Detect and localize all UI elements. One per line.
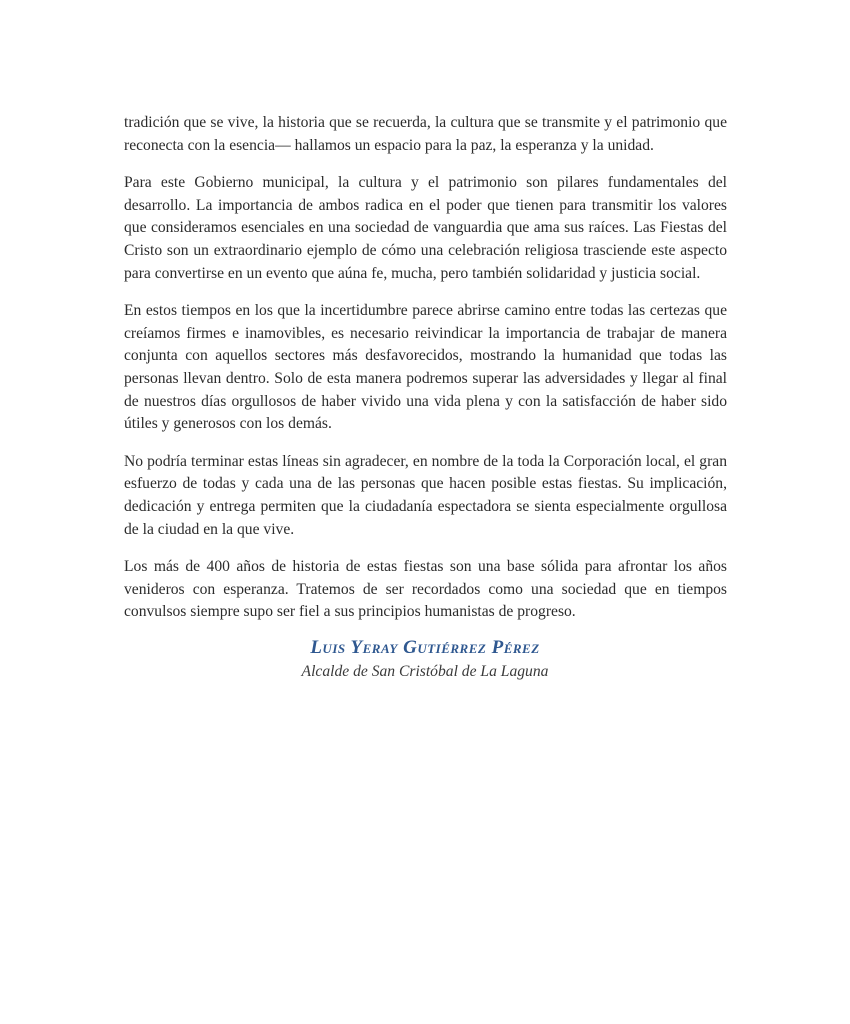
paragraph-3: En estos tiempos en los que la incertidumbre parece abrirse camino entre todas las certezas que creíamos firmes e inamovibles, es necesario reivindicar la importancia de trabajar de manera conjunta con aquellos sectores más desfavorecidos, mostrando la humanidad que todas las personas llevan dentro. Solo de esta manera podremos superar las adversidades y llegar al final de nuestros días orgullosos de haber vivido una vida plena y con la satisfacción de haber sido útiles y generosos con los demás. — [124, 302, 727, 433]
signatory-name: Luis Yeray Gutiérrez Pérez — [310, 637, 540, 658]
paragraph-2: Para este Gobierno municipal, la cultura y el patrimonio son pilares fundamentales del desarrollo. La importancia de ambos radica en el poder que tienen para transmitir los valores que consideramos esenciales en una sociedad de vanguardia que ama sus raíces. Las Fiestas del Cristo son un extraordinario ejemplo de cómo una celebración religiosa trasciende este aspecto para convertirse en un evento que aúna fe, mucha, pero también solidaridad y justicia social. — [124, 174, 727, 282]
paragraph-1: tradición que se vive, la historia que se recuerda, la cultura que se transmite y el patrimonio que reconecta con la esencia— hallamos un espacio para la paz, la esperanza y la unidad. — [124, 114, 727, 154]
signatory-title: Alcalde de San Cristóbal de La Laguna — [301, 663, 549, 680]
letter-body — [124, 112, 727, 639]
paragraph-5: Los más de 400 años de historia de estas fiestas son una base sólida para afrontar los años venideros con esperanza. Tratemos de ser recordados como una sociedad que en tiempos convulsos siempre supo ser fiel a sus principios humanistas de progreso. — [124, 558, 727, 621]
paragraph-4: No podría terminar estas líneas sin agradecer, en nombre de la toda la Corporación local, el gran esfuerzo de todas y cada una de las personas que hacen posible estas fiestas. Su implicación, dedicación y entrega permiten que la ciudadanía espectadora se sienta especialmente orgullosa de la ciudad en la que vive. — [124, 452, 727, 538]
signature-block — [0, 636, 850, 683]
